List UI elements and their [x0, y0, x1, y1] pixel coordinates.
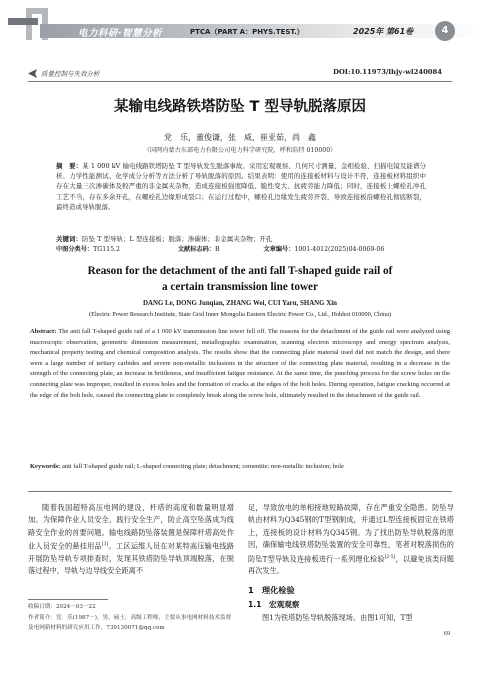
- body-left-paragraph: [28, 502, 234, 578]
- affiliation-en: (Electric Power Research Institute, State Grid Inner Mongolia Eastern Electric Power Co., Ltd., Hohhot 010000, China): [89, 311, 391, 318]
- right-ref: [2-5]: [384, 554, 396, 560]
- abstract-cn-text: 某 1 000 kV 输电线路铁塔防坠 T 型导轨发生脱落事故。采用宏观观察、几何尺寸测量、金相检验、扫描电镜及能谱分析、力学性能测试、化学成分分析等方法分析了导轨脱落的原因。结果表明：使用的连接板材料与设计不符，连接板材料组织中存在大量三次渗碳体及較严重的非金属夹杂物，造成连接板强度降低、脆性变大、抗疲劳能力降低；同时，连接板上螺栓孔冲孔工艺不当，存在多余开孔，在螺栓孔边缘形成裂口；在运行过程中，螺栓孔边缘发生疲劳开裂，导致连接板沿螺栓孔彻底断裂，最终造成导轨脱落。: [56, 162, 426, 211]
- subsection-heading: 1.1 宏观观察: [248, 600, 300, 610]
- header-journal-name: PTCA（PART A：PHYS.TEST.）: [190, 28, 304, 36]
- article-number-value: 1001-4012(2025)04-0069-06: [294, 246, 385, 253]
- left-para-text-b: 。工区运维人员在对某特高压输电线路开展防坠导轨专项排查时，发现其铁塔防坠导轨顶端脱落，在脱落过程中，导轨与边导线安全距离不: [28, 541, 234, 576]
- header-page-badge: 4: [435, 21, 455, 41]
- right-paragraph: [248, 502, 454, 578]
- right-para-text: 足，导致放电的单相接地短路故障，存在严重安全隐患。防坠导轨由材料为Q345钢的T型钢制成，并通过L型连接板固定在铁塔上，连接板的设计材料为Q345钢。为了找出防坠导轨脱落的原因，确保输电线铁塔防坠装置的安全可靠性，笔者对脱落损伤的防坠T型导轨及连接板进行一系列理化检验: [248, 503, 454, 564]
- abstract-cn-label: 摘 要：: [56, 162, 83, 170]
- footnote-received: 收稿日期：2024－03－22: [28, 604, 96, 610]
- keywords-en-text: anti fall T-shaped guide rail; L-shaped connecting plate; detachment; cementite; non-metallic inclusion; hole: [61, 463, 344, 470]
- abstract-en-label: Abstract:: [30, 328, 57, 335]
- section-heading: 1 理化检验: [248, 584, 295, 595]
- section-tag-icon: [28, 69, 37, 78]
- abstract-cn: [56, 161, 426, 212]
- left-para-text: 随着我国超特高压电网的建设，杆塔的高度和数量明显增加。为保障作业人员安全，践行安全生产，防止高空坠落成为线路安全作业的首要问题。输电线路防坠落装置是保障杆塔高处作业人员安全的悬挂用品: [28, 503, 234, 551]
- title-en-line2: a certain transmission line tower: [162, 281, 318, 293]
- affiliation-cn: （国网内蒙古东部电力有限公司电力科学研究院，呼和浩特 010000）: [143, 147, 337, 154]
- keywords-en: [30, 462, 450, 473]
- left-ref-1: [1]: [101, 542, 109, 548]
- page-number: 69: [443, 630, 450, 637]
- authors-cn: 党 乐，董俊谦，张 威，崔亚茹，尚 鑫: [164, 133, 316, 142]
- header-column-title: 电力科研·智慧分析: [78, 28, 163, 39]
- doc-code-label: 文献标志码：: [177, 246, 215, 253]
- keywords-en-label: Keywords:: [30, 463, 61, 470]
- right-para-text-b: ，以避免该类问题再次发生。: [248, 554, 454, 576]
- header-divider: [28, 81, 452, 82]
- article-title-en: [0, 263, 480, 295]
- class-label: 中图分类号：: [56, 246, 94, 253]
- article-title-cn: 某输电线路铁塔防坠 T 型导轨脱落原因: [114, 99, 366, 115]
- abstract-divider: [28, 491, 452, 492]
- class-value: TG115.2: [93, 246, 120, 253]
- keywords-cn: [56, 234, 426, 244]
- abstract-en-text: The anti fall T-shaped guide rail of a 1 000 kV transmission line tower fell off. The reasons for the detachment of the guide rail were analyzed using macroscopic observation, geometric dimension measurement, metallographic examination, scanning electron microscopy and energy spectrum analysis, mechanical property testing and chemical composition analysis. The results show that the connecting plate material used did not match the design, and there were a large number of tertiary carbides and severe non-metallic inclusions in the structure of the connecting plate material, resulting in a decrease in the strength of the connecting plate, an increase in brittleness, and insufficient fatigue resistance. At the same time, the punching process for the screw holes on the connecting plate was improper, resulted in excess holes and the formation of cracks at the edges of the bolt holes. During operation, fatigue cracking occurred at the edge of the bolt hole, caused the connecting plate to completely break along the screw hole, ultimately resulted in the detachment of the guide rail.: [30, 328, 450, 399]
- header-year-issue: 2025年 第61卷: [353, 27, 414, 36]
- doc-code-value: B: [214, 246, 220, 253]
- abstract-en: [30, 327, 450, 401]
- authors-en: DANG Le, DONG Junqian, ZHANG Wei, CUI Yaru, SHANG Xin: [143, 300, 337, 307]
- section-tag: 质量控制与失效分析: [41, 70, 100, 78]
- doi-label: DOI:10.11973/lhjy-wl240084: [332, 68, 442, 76]
- right-paragraph-2: 图1为铁塔防坠导轨脱落现场。由图1可知，T型: [262, 612, 413, 622]
- keywords-cn-label: 关键词：: [56, 235, 82, 243]
- footnote-rule: [28, 599, 108, 600]
- footnote-author: 作者简介：党 乐(1987－)，男，硕士，高级工程师，主要从事电网材料技术监督及电网新材料的研究应用工作，739130071@qq.com: [28, 615, 232, 631]
- article-number-label: 文章编号：: [263, 246, 295, 253]
- classification-line: [56, 244, 436, 253]
- title-en-line1: Reason for the detachment of the anti fall T-shaped guide rail of: [87, 265, 393, 277]
- keywords-cn-text: 防坠 T 型导轨；L 型连接板；脱落；渗碳体；非金属夹杂物；开孔: [82, 235, 273, 243]
- body-right-column: [248, 502, 454, 624]
